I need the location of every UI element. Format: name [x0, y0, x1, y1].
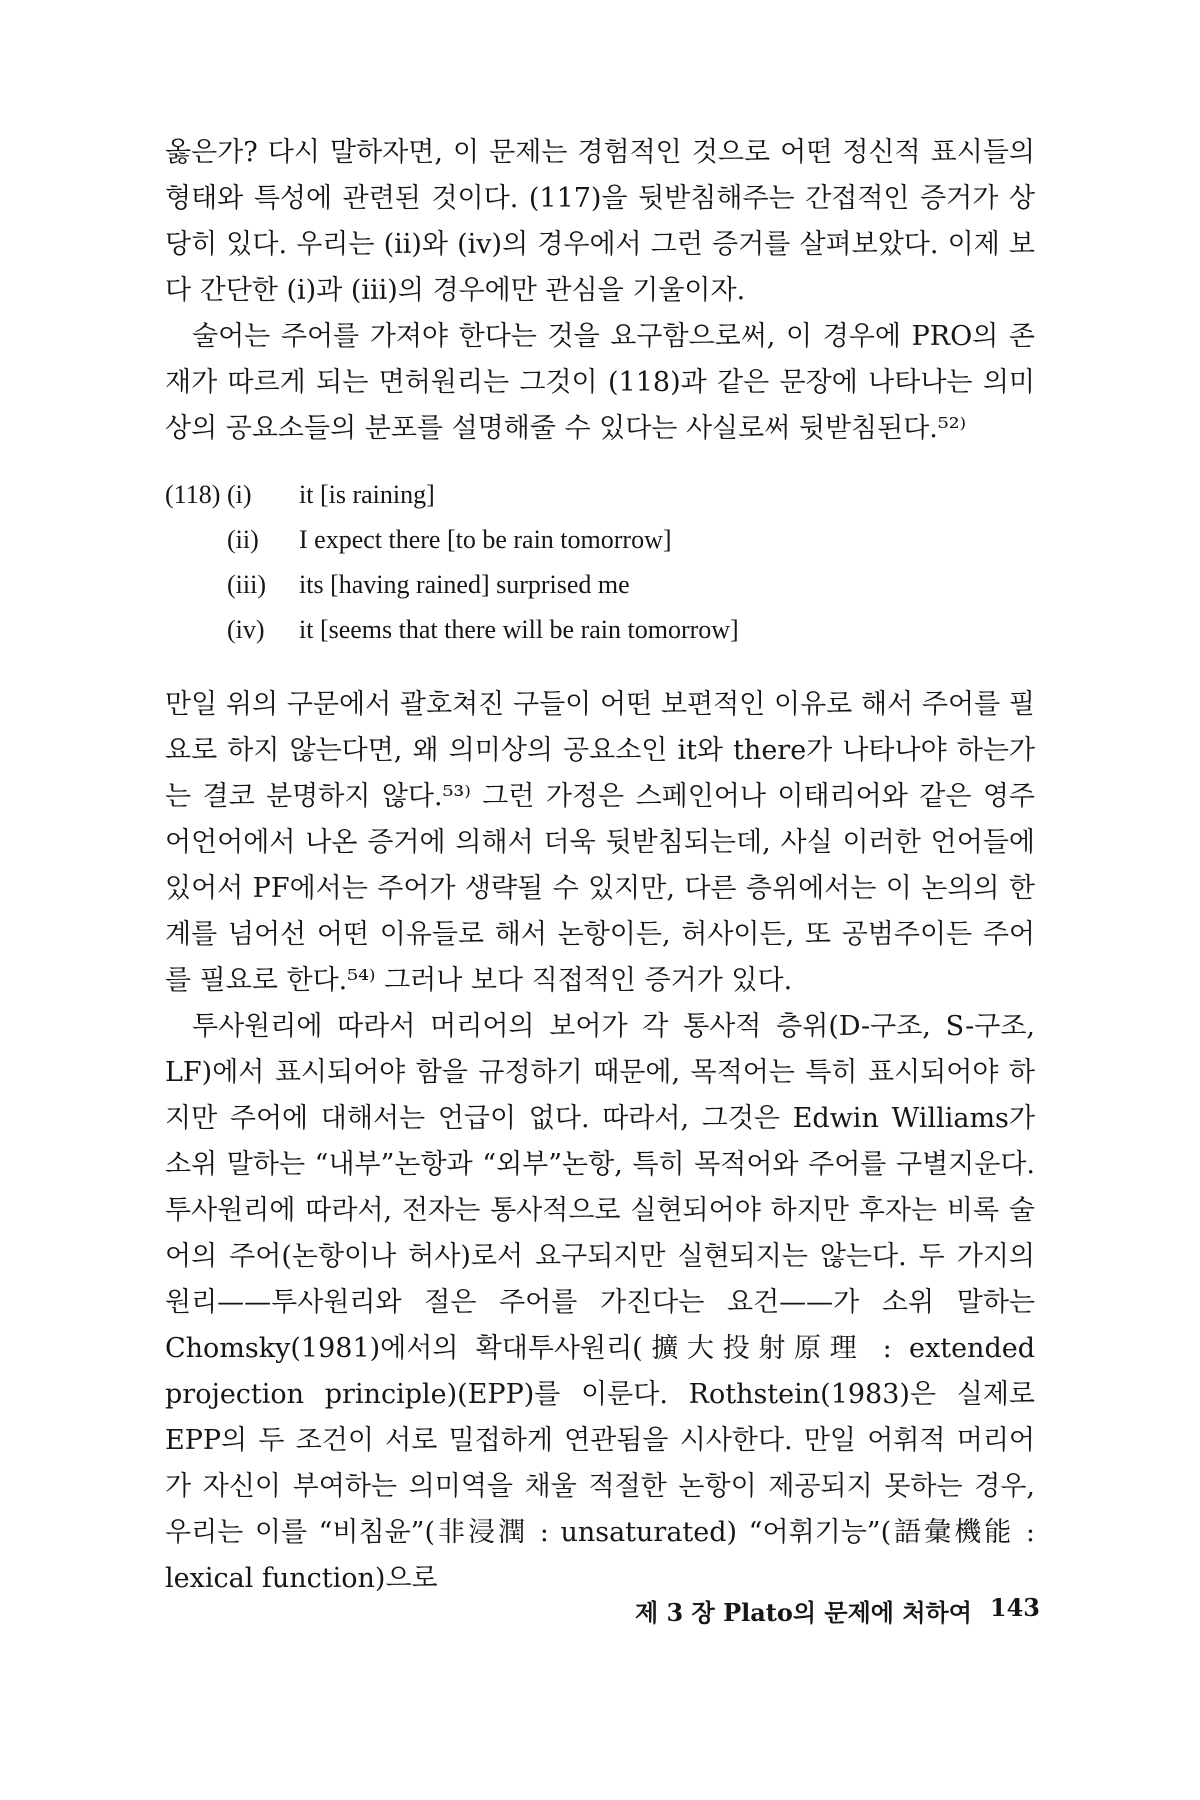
paragraph-1: 옳은가? 다시 말하자면, 이 문제는 경험적인 것으로 어떤 정신적 표시들의 형태와 특성에 관련된 것이다. (117)을 뒷받침해주는 간접적인 증거가 상당히 있다. 우리는 (ii)와 (iv)의 경우에서 그런 증거를 살펴보았다. 이제 보다 간단한 (i)과 (iii)의 경우에만 관심을 기울이자.: [165, 137, 1035, 306]
example-label: (i): [227, 479, 252, 509]
example-row: [165, 517, 1035, 562]
page-number: 143: [989, 1593, 1040, 1622]
example-number: (118): [165, 479, 221, 509]
example-label: (iv): [227, 614, 265, 644]
page-footer: [620, 1593, 1040, 1628]
paragraph-2: 술어는 주어를 가져야 한다는 것을 요구함으로써, 이 경우에 PRO의 존재가 따르게 되는 면허원리는 그것이 (118)과 같은 문장에 나타나는 의미상의 공요소들의 분포를 설명해줄 수 있다는 사실로써 뒷받침된다.⁵²⁾: [165, 321, 1035, 444]
example-label: (ii): [227, 524, 259, 554]
example-label: (iii): [227, 569, 266, 599]
page-body: [165, 130, 1035, 1602]
example-text: it [seems that there will be rain tomorrow]: [299, 614, 739, 644]
example-row: [165, 562, 1035, 607]
example-row: [165, 607, 1035, 652]
example-text: I expect there [to be rain tomorrow]: [299, 524, 672, 554]
paragraph-3: 만일 위의 구문에서 괄호쳐진 구들이 어떤 보편적인 이유로 해서 주어를 필요로 하지 않는다면, 왜 의미상의 공요소인 it와 there가 나타나야 하는가는 결코 분명하지 않다.⁵³⁾ 그런 가정은 스페인어나 이태리어와 같은 영주어언어에서 나온 증거에 의해서 더욱 뒷받침되는데, 사실 이러한 언어들에 있어서 PF에서는 주어가 생략될 수 있지만, 다른 층위에서는 이 논의의 한계를 넘어선 어떤 이유들로 해서 논항이든, 허사이든, 또 공범주이든 주어를 필요로 한다.⁵⁴⁾ 그러나 보다 직접적인 증거가 있다.: [165, 689, 1035, 996]
example-block-118: [165, 472, 1035, 652]
example-text: it [is raining]: [299, 479, 435, 509]
example-text: its [having rained] surprised me: [299, 569, 630, 599]
chapter-title: 제 3 장 Plato의 문제에 처하여: [634, 1598, 972, 1627]
example-row: [165, 472, 1035, 517]
paragraph-4: 투사원리에 따라서 머리어의 보어가 각 통사적 층위(D-구조, S-구조, LF)에서 표시되어야 함을 규정하기 때문에, 목적어는 특히 표시되어야 하지만 주어에 대해서는 언급이 없다. 따라서, 그것은 Edwin Williams가 소위 말하는 “내부”논항과 “외부”논항, 특히 목적어와 주어를 구별지운다. 투사원리에 따라서, 전자는 통사적으로 실현되어야 하지만 후자는 비록 술어의 주어(논항이나 허사)로서 요구되지만 실현되지는 않는다. 두 가지의 원리——투사원리와 절은 주어를 가진다는 요건——가 소위 말하는 Chomsky(1981)에서의 확대투사원리(擴大投射原理 : extended projection principle)(EPP)를 이룬다. Rothstein(1983)은 실제로 EPP의 두 조건이 서로 밀접하게 연관됨을 시사한다. 만일 어휘적 머리어가 자신이 부여하는 의미역을 채울 적절한 논항이 제공되지 못하는 경우, 우리는 이를 “비침윤”(非浸潤 : unsaturated) “어휘기능”(語彙機能 : lexical function)으로: [165, 1011, 1035, 1594]
